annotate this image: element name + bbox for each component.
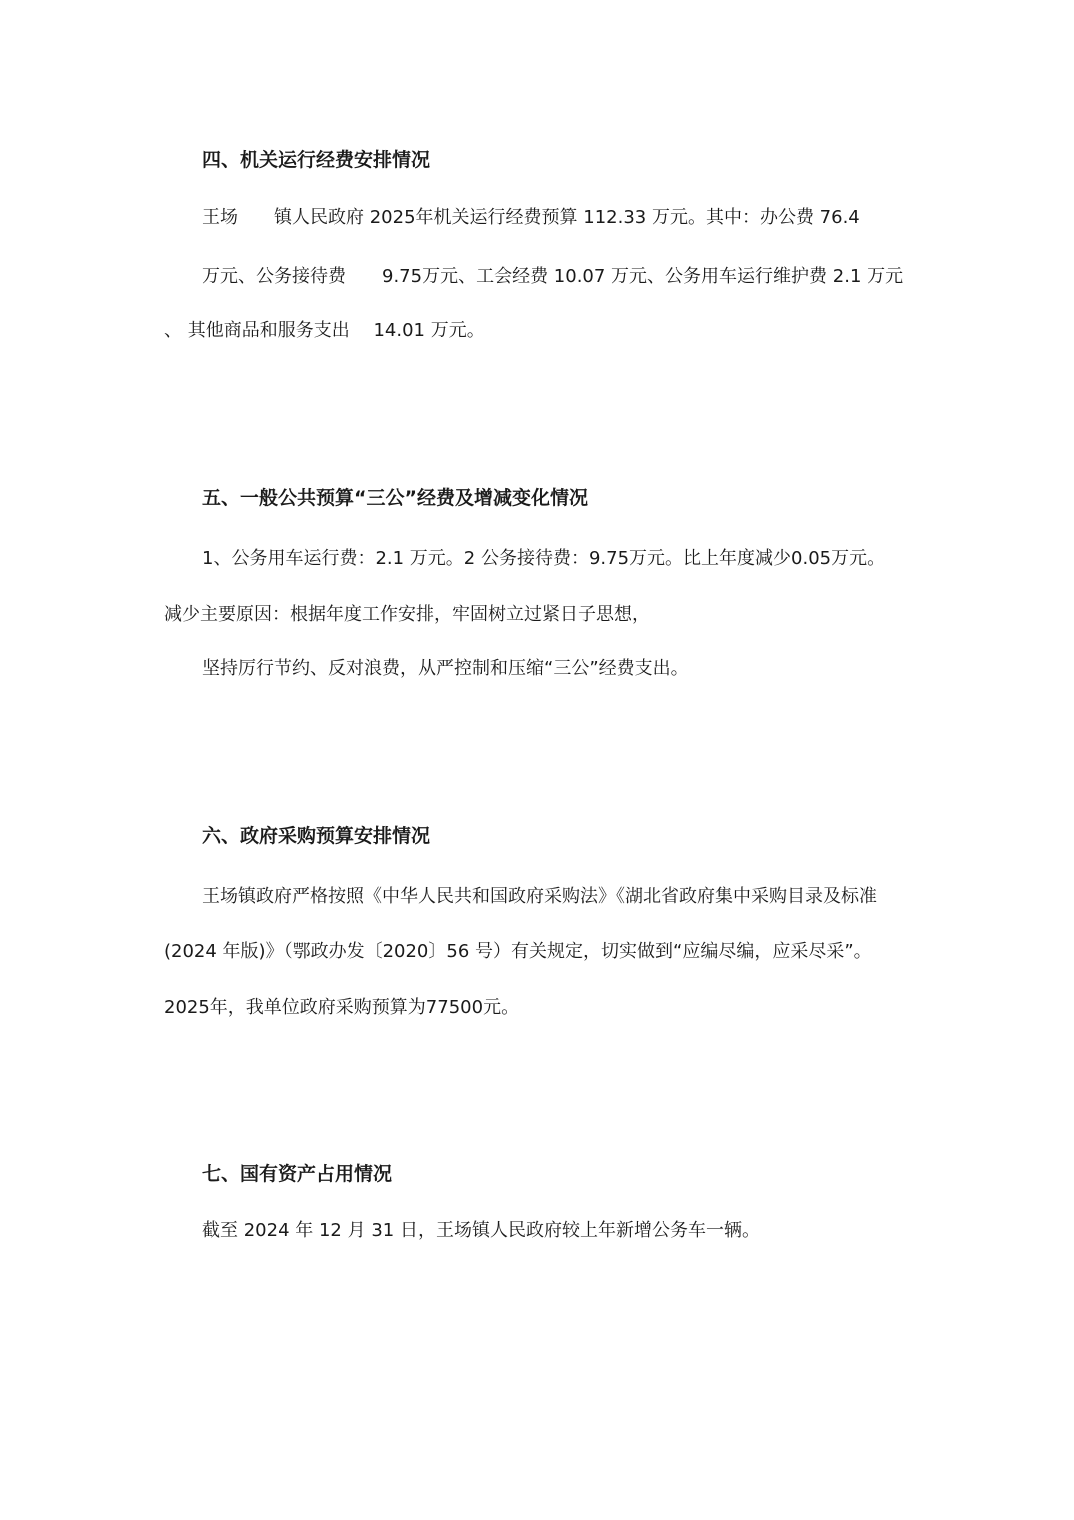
section-7-line-1: 截至 2024 年 12 月 31 日，王场镇人民政府较上年新增公务车一辆。 bbox=[202, 1220, 760, 1241]
section-4-heading: 四、机关运行经费安排情况 bbox=[202, 149, 431, 171]
section-4-line-3: 、 其他商品和服务支出 14.01 万元。 bbox=[164, 320, 485, 341]
section-6-line-2: (2024 年版)》（鄂政办发〔2020〕56 号）有关规定，切实做到“应编尽编，应采尽采”。 bbox=[164, 941, 872, 962]
section-6-heading: 六、政府采购预算安排情况 bbox=[202, 825, 431, 847]
section-5-line-3: 坚持厉行节约、反对浪费，从严控制和压缩“三公”经费支出。 bbox=[202, 658, 689, 679]
section-5-line-2: 减少主要原因：根据年度工作安排，牢固树立过紧日子思想， bbox=[164, 604, 650, 625]
section-6-line-3: 2025年，我单位政府采购预算为77500元。 bbox=[164, 997, 520, 1018]
section-4-line-2: 万元、公务接待费 9.75万元、工会经费 10.07 万元、公务用车运行维护费 2.1 万元 bbox=[202, 266, 904, 287]
section-6-line-1: 王场镇政府严格按照《中华人民共和国政府采购法》《湖北省政府集中采购目录及标准 bbox=[202, 886, 877, 907]
section-5-heading: 五、一般公共预算“三公”经费及增减变化情况 bbox=[202, 487, 588, 509]
section-5-line-1: 1、公务用车运行费：2.1 万元。2 公务接待费：9.75万元。比上年度减少0.05万元。 bbox=[202, 548, 886, 569]
section-7-heading: 七、国有资产占用情况 bbox=[202, 1163, 393, 1185]
section-4-line-1: 王场 镇人民政府 2025年机关运行经费预算 112.33 万元。其中：办公费 76.4 bbox=[202, 207, 860, 228]
